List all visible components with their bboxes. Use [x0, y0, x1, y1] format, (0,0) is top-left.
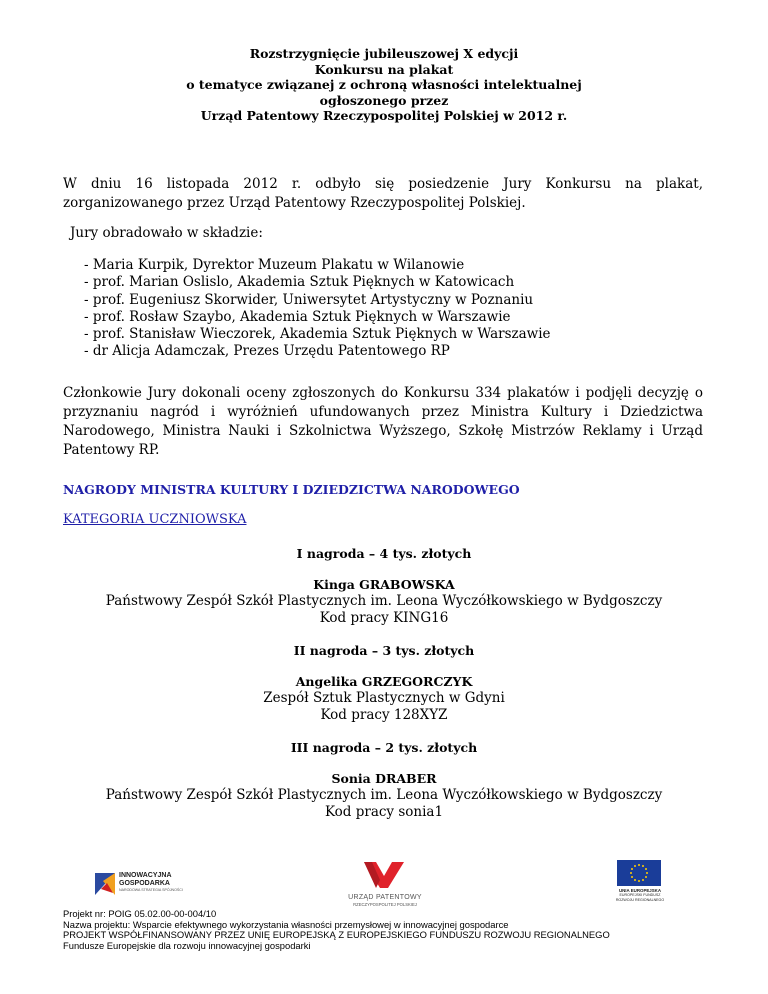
prize-label: II nagroda – 3 tys. złotych — [293, 643, 475, 658]
eu-flag-icon — [617, 860, 661, 886]
work-code: Kod pracy sonia1 — [324, 804, 444, 820]
ig-line: GOSPODARKA — [119, 880, 170, 887]
jury-intro: Jury obradowało w składzie: — [70, 225, 263, 241]
title-line: ogłoszonego przez — [319, 92, 449, 108]
ig-emblem-icon — [93, 871, 117, 897]
winner-school: Zespół Sztuk Plastycznych w Gdyni — [263, 690, 505, 706]
ig-line: NARODOWA STRATEGIA SPÓJNOŚCI — [119, 888, 183, 892]
footer-line: Fundusze Europejskie dla rozwoju innowacyjnej gospodarki — [63, 939, 311, 951]
category-link[interactable]: KATEGORIA UCZNIOWSKA — [63, 512, 247, 527]
eu-line: UNIA EUROPEJSKA — [618, 888, 662, 893]
jury-list — [84, 257, 551, 361]
ig-line: INNOWACYJNA — [119, 872, 172, 879]
footer-line: Projekt nr: POIG 05.02.00-00-004/10 — [63, 908, 217, 919]
jury-member: - Maria Kurpik, Dyrektor Muzeum Plakatu w Wilanowie — [84, 257, 465, 273]
footer — [63, 909, 610, 951]
uprp-logo — [340, 858, 430, 908]
winner-school: Państwowy Zespół Szkół Plastycznych im. Leona Wyczółkowskiego w Bydgoszczy — [105, 593, 663, 609]
section-heading: NAGRODY MINISTRA KULTURY I DZIEDZICTWA NARODOWEGO — [63, 482, 520, 497]
uprp-line: URZĄD PATENTOWY — [348, 894, 422, 901]
eu-logo — [612, 860, 668, 908]
award-third — [0, 739, 768, 821]
award-first — [0, 545, 768, 627]
award-second — [0, 642, 768, 724]
jury-member: - prof. Stanisław Wieczorek, Akademia Sztuk Pięknych w Warszawie — [84, 326, 551, 343]
footer-line: Nazwa projektu: Wsparcie efektywnego wykorzystania własności przemysłowej w innowacyjnej gospodarce — [63, 918, 509, 930]
prize-label: III nagroda – 2 tys. złotych — [290, 740, 478, 755]
footer-line: PROJEKT WSPÓŁFINANSOWANY PRZEZ UNIĘ EUROPEJSKĄ Z EUROPEJSKIEGO FUNDUSZU ROZWOJU REGIONALNEGO — [63, 929, 610, 941]
jury-member: - dr Alicja Adamczak, Prezes Urzędu Patentowego RP — [84, 343, 450, 360]
title-line: Urząd Patentowy Rzeczypospolitej Polskiej w 2012 r. — [200, 108, 568, 123]
work-code: Kod pracy KING16 — [319, 610, 449, 626]
jury-member: - prof. Rosław Szaybo, Akademia Sztuk Pięknych w Warszawie — [84, 308, 511, 325]
eu-line: EUROPEJSKI FUNDUSZ — [619, 893, 661, 898]
title-line: Konkursu na plakat — [314, 61, 454, 77]
uprp-emblem-icon — [362, 858, 406, 892]
eu-line: ROZWOJU REGIONALNEGO — [615, 898, 665, 902]
jury-member: - prof. Marian Oslislo, Akademia Sztuk Pięknych w Katowicach — [84, 274, 515, 291]
work-code: Kod pracy 128XYZ — [320, 707, 448, 723]
intro-paragraph: W dniu 16 listopada 2012 r. odbyło się posiedzenie Jury Konkursu na plakat, zorganizowanego przez Urząd Patentowy Rzeczypospolitej Polskiej. — [63, 176, 703, 211]
title-line: o tematyce związanej z ochroną własności intelektualnej — [186, 77, 582, 92]
title-line: Rozstrzygnięcie jubileuszowej X edycji — [249, 46, 519, 61]
winner-school: Państwowy Zespół Szkół Plastycznych im. Leona Wyczółkowskiego w Bydgoszczy — [105, 787, 663, 803]
uprp-line: RZECZYPOSPOLITEJ POLSKIEJ — [353, 902, 417, 907]
winner-name: Kinga GRABOWSKA — [313, 577, 455, 592]
prize-label: I nagroda – 4 tys. złotych — [296, 546, 472, 561]
decision-paragraph: Członkowie Jury dokonali oceny zgłoszonych do Konkursu 334 plakatów i podjęli decyzję o przyznaniu nagród i wyróżnień ufundowanych przez Ministra Kultury i Dziedzictwa Narodowego, Ministra Nauki i Szkolnictwa Wyższego, Szkołę Mistrzów Reklamy i Urząd Patentowy RP. — [63, 385, 703, 458]
winner-name: Sonia DRABER — [331, 771, 437, 786]
winner-name: Angelika GRZEGORCZYK — [295, 674, 473, 689]
innowacyjna-gospodarka-logo — [93, 870, 183, 898]
jury-member: - prof. Eugeniusz Skorwider, Uniwersytet Artystyczny w Poznaniu — [84, 291, 534, 308]
document-title — [0, 46, 768, 124]
